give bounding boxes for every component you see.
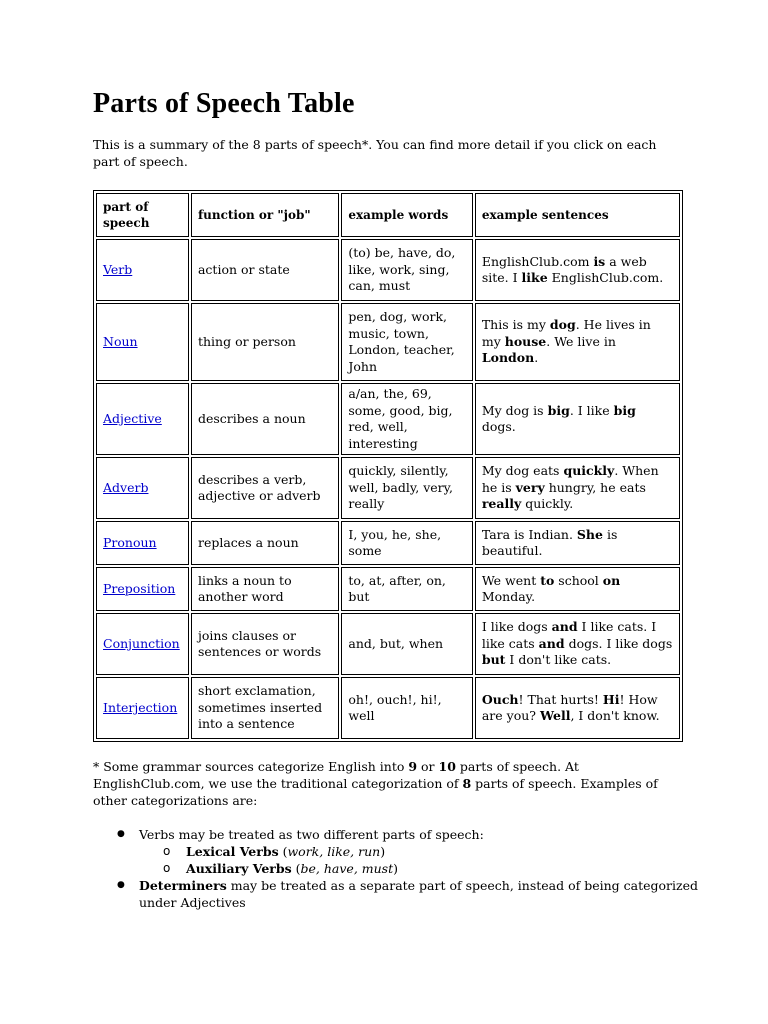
header-example-sentences: example sentences	[475, 193, 680, 237]
part-of-speech-link[interactable]: Conjunction	[103, 635, 180, 651]
sentence-text: I don't like cats.	[505, 652, 612, 668]
part-of-speech-link[interactable]: Adverb	[103, 479, 149, 495]
sentence-text: dogs. I like dogs	[564, 635, 673, 651]
example-words-cell: oh!, ouch!, hi!, well	[341, 677, 472, 739]
sentence-text: dogs.	[481, 419, 516, 434]
header-part-of-speech: part of speech	[96, 193, 189, 237]
sub-list-item: o Lexical Verbs (work, like, run)	[186, 843, 724, 860]
part-of-speech-link[interactable]: Pronoun	[103, 534, 157, 550]
sentence-text: Tara is Indian.	[481, 526, 577, 542]
table-row	[96, 567, 680, 611]
sentence-text: . We live in	[546, 333, 616, 349]
sentence-text: We went	[481, 572, 541, 588]
list-item	[139, 877, 724, 911]
sentence-text: This is my	[481, 317, 550, 333]
list-item-text: may be treated as a separate part of speech, instead of being categorized under Adjectives	[139, 878, 699, 910]
example-sentence-cell	[475, 239, 680, 301]
emphasized-word: big	[613, 402, 636, 418]
footnote-number: 9	[408, 759, 418, 774]
example-sentence-cell	[475, 613, 680, 675]
footnote-text: parts of speech. At EnglishClub.com, we use the traditional categorization of	[93, 759, 579, 791]
sentence-text: hungry, he eats	[544, 479, 646, 495]
sentence-text: EnglishClub.com.	[547, 270, 664, 285]
footnote-paragraph	[93, 758, 673, 809]
part-cell	[96, 303, 189, 381]
part-cell	[96, 383, 189, 455]
emphasized-word: Ouch	[481, 691, 519, 707]
page-title: Parts of Speech Table	[93, 88, 355, 119]
lexical-verbs-term: Lexical Verbs	[186, 844, 279, 859]
sentence-text: .	[534, 350, 539, 366]
table-row	[96, 613, 680, 675]
part-of-speech-link[interactable]: Adjective	[103, 410, 162, 426]
emphasized-word: like	[521, 270, 548, 285]
table-row	[96, 303, 680, 381]
sentence-text: I like dogs	[481, 619, 552, 635]
sub-list	[139, 843, 724, 877]
emphasized-word: Hi	[602, 691, 620, 707]
table-row	[96, 383, 680, 455]
function-cell: describes a noun	[191, 383, 339, 455]
example-words-cell: pen, dog, work, music, town, London, teacher, John	[341, 303, 472, 381]
emphasized-word: is	[593, 253, 606, 269]
example-words-cell: a/an, the, 69, some, good, big, red, well, interesting	[341, 383, 472, 455]
emphasized-word: London	[481, 350, 535, 366]
emphasized-word: really	[481, 496, 522, 512]
emphasized-word: quickly	[563, 463, 615, 479]
sentence-text: . He lives in my	[481, 317, 651, 349]
emphasized-word: house	[504, 333, 547, 349]
sentence-text: My dog is	[481, 402, 548, 418]
example-words-cell: to, at, after, on, but	[341, 567, 472, 611]
emphasized-word: Well	[539, 708, 571, 723]
sentence-text: . I like	[569, 402, 614, 418]
example-words-cell: and, but, when	[341, 613, 472, 675]
part-cell	[96, 239, 189, 301]
sentence-text: ! That hurts!	[518, 691, 603, 707]
list-item-text: Verbs may be treated as two different parts of speech:	[139, 827, 484, 842]
document-page	[93, 86, 699, 910]
header-example-words: example words	[341, 193, 472, 237]
auxiliary-verbs-term: Auxiliary Verbs	[186, 861, 292, 876]
part-cell	[96, 457, 189, 519]
function-cell: action or state	[191, 239, 339, 301]
auxiliary-verbs-examples: be, have, must	[300, 861, 394, 876]
intro-paragraph: This is a summary of the 8 parts of speech*. You can find more detail if you click on each part of speech.	[93, 137, 657, 169]
example-words-cell: (to) be, have, do, like, work, sing, can, must	[341, 239, 472, 301]
part-of-speech-link[interactable]: Verb	[103, 261, 133, 277]
emphasized-word: to	[540, 572, 555, 588]
function-cell: describes a verb, adjective or adverb	[191, 457, 339, 519]
part-cell	[96, 567, 189, 611]
example-words-cell: quickly, silently, well, badly, very, really	[341, 457, 472, 519]
function-cell: links a noun to another word	[191, 567, 339, 611]
footnote-text: or	[417, 759, 439, 774]
sentence-text: Monday.	[481, 589, 536, 604]
sentence-text: a web site. I	[481, 253, 647, 285]
part-cell	[96, 677, 189, 739]
sentence-text: My dog eats	[481, 463, 564, 479]
lexical-verbs-examples: work, like, run	[287, 844, 381, 859]
footnote-text: parts of speech. Examples of other categorizations are:	[93, 776, 658, 808]
sentence-text: ! How are you?	[481, 691, 658, 723]
sentence-text: school	[554, 572, 603, 588]
sentence-text: . When he is	[481, 463, 659, 495]
function-cell: short exclamation, sometimes inserted into a sentence	[191, 677, 339, 739]
list-item	[139, 826, 724, 877]
header-function: function or "job"	[191, 193, 339, 237]
emphasized-word: big	[547, 402, 570, 418]
table-row	[96, 677, 680, 739]
part-of-speech-link[interactable]: Noun	[103, 333, 138, 349]
function-cell: joins clauses or sentences or words	[191, 613, 339, 675]
emphasized-word: and	[538, 635, 565, 651]
table-body	[96, 239, 680, 739]
footnote-number: 10	[438, 759, 456, 774]
table-row	[96, 457, 680, 519]
example-sentence-cell	[475, 521, 680, 565]
categorization-list	[93, 826, 724, 911]
emphasized-word: dog	[549, 317, 576, 333]
example-sentence-cell	[475, 303, 680, 381]
function-cell: thing or person	[191, 303, 339, 381]
parts-of-speech-table	[93, 190, 683, 742]
example-sentence-cell	[475, 457, 680, 519]
part-cell	[96, 613, 189, 675]
sentence-text: , I don't know.	[570, 708, 660, 723]
sentence-text: EnglishClub.com	[481, 253, 594, 269]
example-sentence-cell	[475, 383, 680, 455]
part-of-speech-link[interactable]: Preposition	[103, 580, 176, 596]
determiners-term: Determiners	[139, 878, 227, 893]
part-cell	[96, 521, 189, 565]
table-row	[96, 521, 680, 565]
emphasized-word: and	[551, 619, 578, 635]
sentence-text: is beautiful.	[481, 526, 618, 558]
example-sentence-cell	[475, 677, 680, 739]
table-header-row	[96, 193, 680, 237]
sentence-text: quickly.	[521, 496, 574, 512]
sentence-text: I like cats. I like cats	[481, 619, 657, 651]
emphasized-word: on	[602, 572, 621, 588]
footnote-text: * Some grammar sources categorize English into	[93, 759, 409, 774]
footnote-number: 8	[462, 776, 472, 791]
table-row	[96, 239, 680, 301]
emphasized-word: She	[576, 526, 603, 542]
example-sentence-cell	[475, 567, 680, 611]
sub-list-item: o Auxiliary Verbs (be, have, must)	[186, 860, 724, 877]
example-words-cell: I, you, he, she, some	[341, 521, 472, 565]
emphasized-word: very	[515, 479, 545, 495]
part-of-speech-link[interactable]: Interjection	[103, 699, 178, 715]
function-cell: replaces a noun	[191, 521, 339, 565]
emphasized-word: but	[481, 652, 506, 668]
